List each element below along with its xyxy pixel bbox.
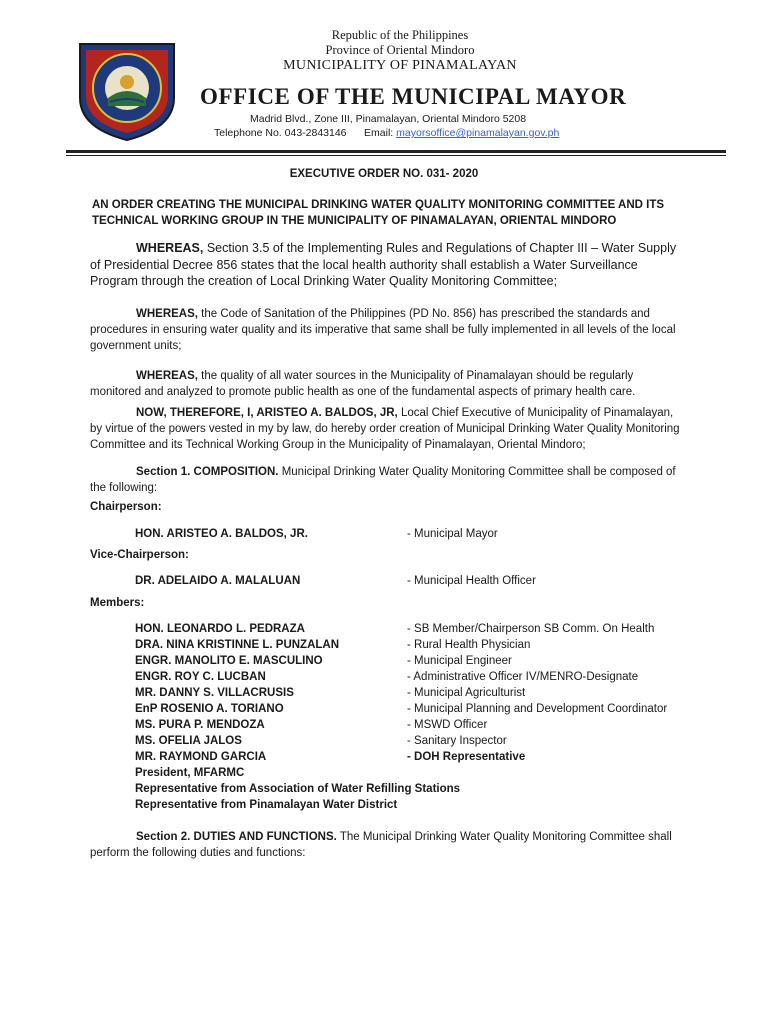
member-name: ENGR. MANOLITO E. MASCULINO — [135, 655, 323, 667]
section-1-text: Municipal Drinking Water Quality Monitoring Committee shall be composed of the following: — [90, 466, 676, 494]
contact-line — [214, 127, 559, 139]
member-position: - DOH Representative — [407, 751, 526, 763]
municipal-seal — [76, 40, 178, 142]
office-title: OFFICE OF THE MUNICIPAL MAYOR — [200, 84, 627, 109]
vice-chairperson-label: Vice-Chairperson: — [90, 549, 189, 561]
member-position: - Municipal Agriculturist — [407, 687, 526, 699]
section-1-heading: Section 1. COMPOSITION. — [136, 466, 279, 478]
member-name: ENGR. ROY C. LUCBAN — [135, 671, 266, 683]
header-rule-thin — [66, 155, 726, 156]
member-position: - Rural Health Physician — [407, 639, 531, 651]
order-title-line-2: TECHNICAL WORKING GROUP IN THE MUNICIPALITY OF PINAMALAYAN, ORIENTAL MINDORO — [92, 215, 617, 227]
header-republic: Republic of the Philippines — [331, 28, 469, 42]
email-link[interactable]: mayorsoffice@pinamalayan.gov.ph — [396, 127, 560, 139]
office-address: Madrid Blvd., Zone III, Pinamalayan, Oriental Mindoro 5208 — [250, 113, 527, 125]
header-municipality: MUNICIPALITY OF PINAMALAYAN — [283, 58, 517, 73]
member-position: - Municipal Planning and Development Coordinator — [407, 703, 668, 715]
vice-chairperson-position: - Municipal Health Officer — [407, 575, 536, 587]
members-label: Members: — [90, 597, 145, 609]
member-name: President, MFARMC — [135, 767, 245, 779]
member-position: - MSWD Officer — [407, 719, 488, 731]
chairperson-position: - Municipal Mayor — [407, 528, 498, 540]
member-position: - Administrative Officer IV/MENRO-Designate — [407, 671, 639, 683]
member-name: MS. PURA P. MENDOZA — [135, 719, 265, 731]
whereas-paragraph-2 — [90, 306, 680, 354]
chairperson-label: Chairperson: — [90, 501, 162, 513]
section-2-text: The Municipal Drinking Water Quality Monitoring Committee shall perform the following duties and functions: — [90, 831, 672, 859]
member-name: Representative from Pinamalayan Water District — [135, 799, 398, 811]
whereas-paragraph-1 — [90, 240, 680, 290]
chairperson-name: HON. ARISTEO A. BALDOS, JR. — [135, 528, 308, 540]
vice-chairperson-name: DR. ADELAIDO A. MALALUAN — [135, 575, 301, 587]
section-2-heading: Section 2. DUTIES AND FUNCTIONS. — [136, 831, 337, 843]
member-position: - Municipal Engineer — [407, 655, 512, 667]
telephone-number: Telephone No. 043-2843146 — [214, 127, 347, 139]
header-province: Province of Oriental Mindoro — [325, 43, 475, 57]
section-2-paragraph — [90, 829, 680, 861]
header-rule-thick — [66, 150, 726, 153]
member-position: - Sanitary Inspector — [407, 735, 507, 747]
now-therefore-paragraph — [90, 405, 680, 453]
whereas-text: Section 3.5 of the Implementing Rules and Regulations of Chapter III – Water Supply of Presidential Decree 856 states that the local health authority shall establish a Water Surveillance Program through the creation of Local Drinking Water Quality Monitoring Committee; — [90, 241, 677, 288]
member-name: MR. DANNY S. VILLACRUSIS — [135, 687, 294, 699]
order-title-line-1: AN ORDER CREATING THE MUNICIPAL DRINKING WATER QUALITY MONITORING COMMITTEE AND ITS — [92, 199, 665, 211]
whereas-paragraph-3 — [90, 368, 680, 400]
now-therefore-keyword: NOW, THEREFORE, I, ARISTEO A. BALDOS, JR, — [136, 407, 398, 419]
executive-order-number: EXECUTIVE ORDER NO. 031- 2020 — [289, 168, 479, 180]
member-name: EnP ROSENIO A. TORIANO — [135, 703, 284, 715]
member-name: DRA. NINA KRISTINNE L. PUNZALAN — [135, 639, 340, 651]
section-1-paragraph — [90, 464, 680, 496]
member-name: HON. LEONARDO L. PEDRAZA — [135, 623, 305, 635]
whereas-text: the Code of Sanitation of the Philippines (PD No. 856) has prescribed the standards and procedures in ensuring water quality and its imperative that same shall be fully implemented in all levels of the local government units; — [90, 308, 676, 352]
member-name: MR. RAYMOND GARCIA — [135, 751, 267, 763]
member-position: - SB Member/Chairperson SB Comm. On Health — [407, 623, 655, 635]
whereas-keyword: WHEREAS, — [136, 308, 198, 320]
email-label: Email: — [364, 127, 394, 139]
now-therefore-text: Local Chief Executive of Municipality of Pinamalayan, by virtue of the powers vested in my by law, do hereby order creation of Municipal Drinking Water Quality Monitoring Committee and its Technical Working Group in the Municipality of Pinamalayan, Oriental Mindoro; — [90, 407, 680, 451]
whereas-keyword: WHEREAS, — [136, 241, 204, 255]
whereas-keyword: WHEREAS, — [136, 370, 198, 382]
member-name: Representative from Association of Water Refilling Stations — [135, 783, 461, 795]
whereas-text: the quality of all water sources in the Municipality of Pinamalayan should be regularly monitored and analyzed to promote public health as one of the fundamental aspects of primary health care. — [90, 370, 636, 398]
member-name: MS. OFELIA JALOS — [135, 735, 242, 747]
